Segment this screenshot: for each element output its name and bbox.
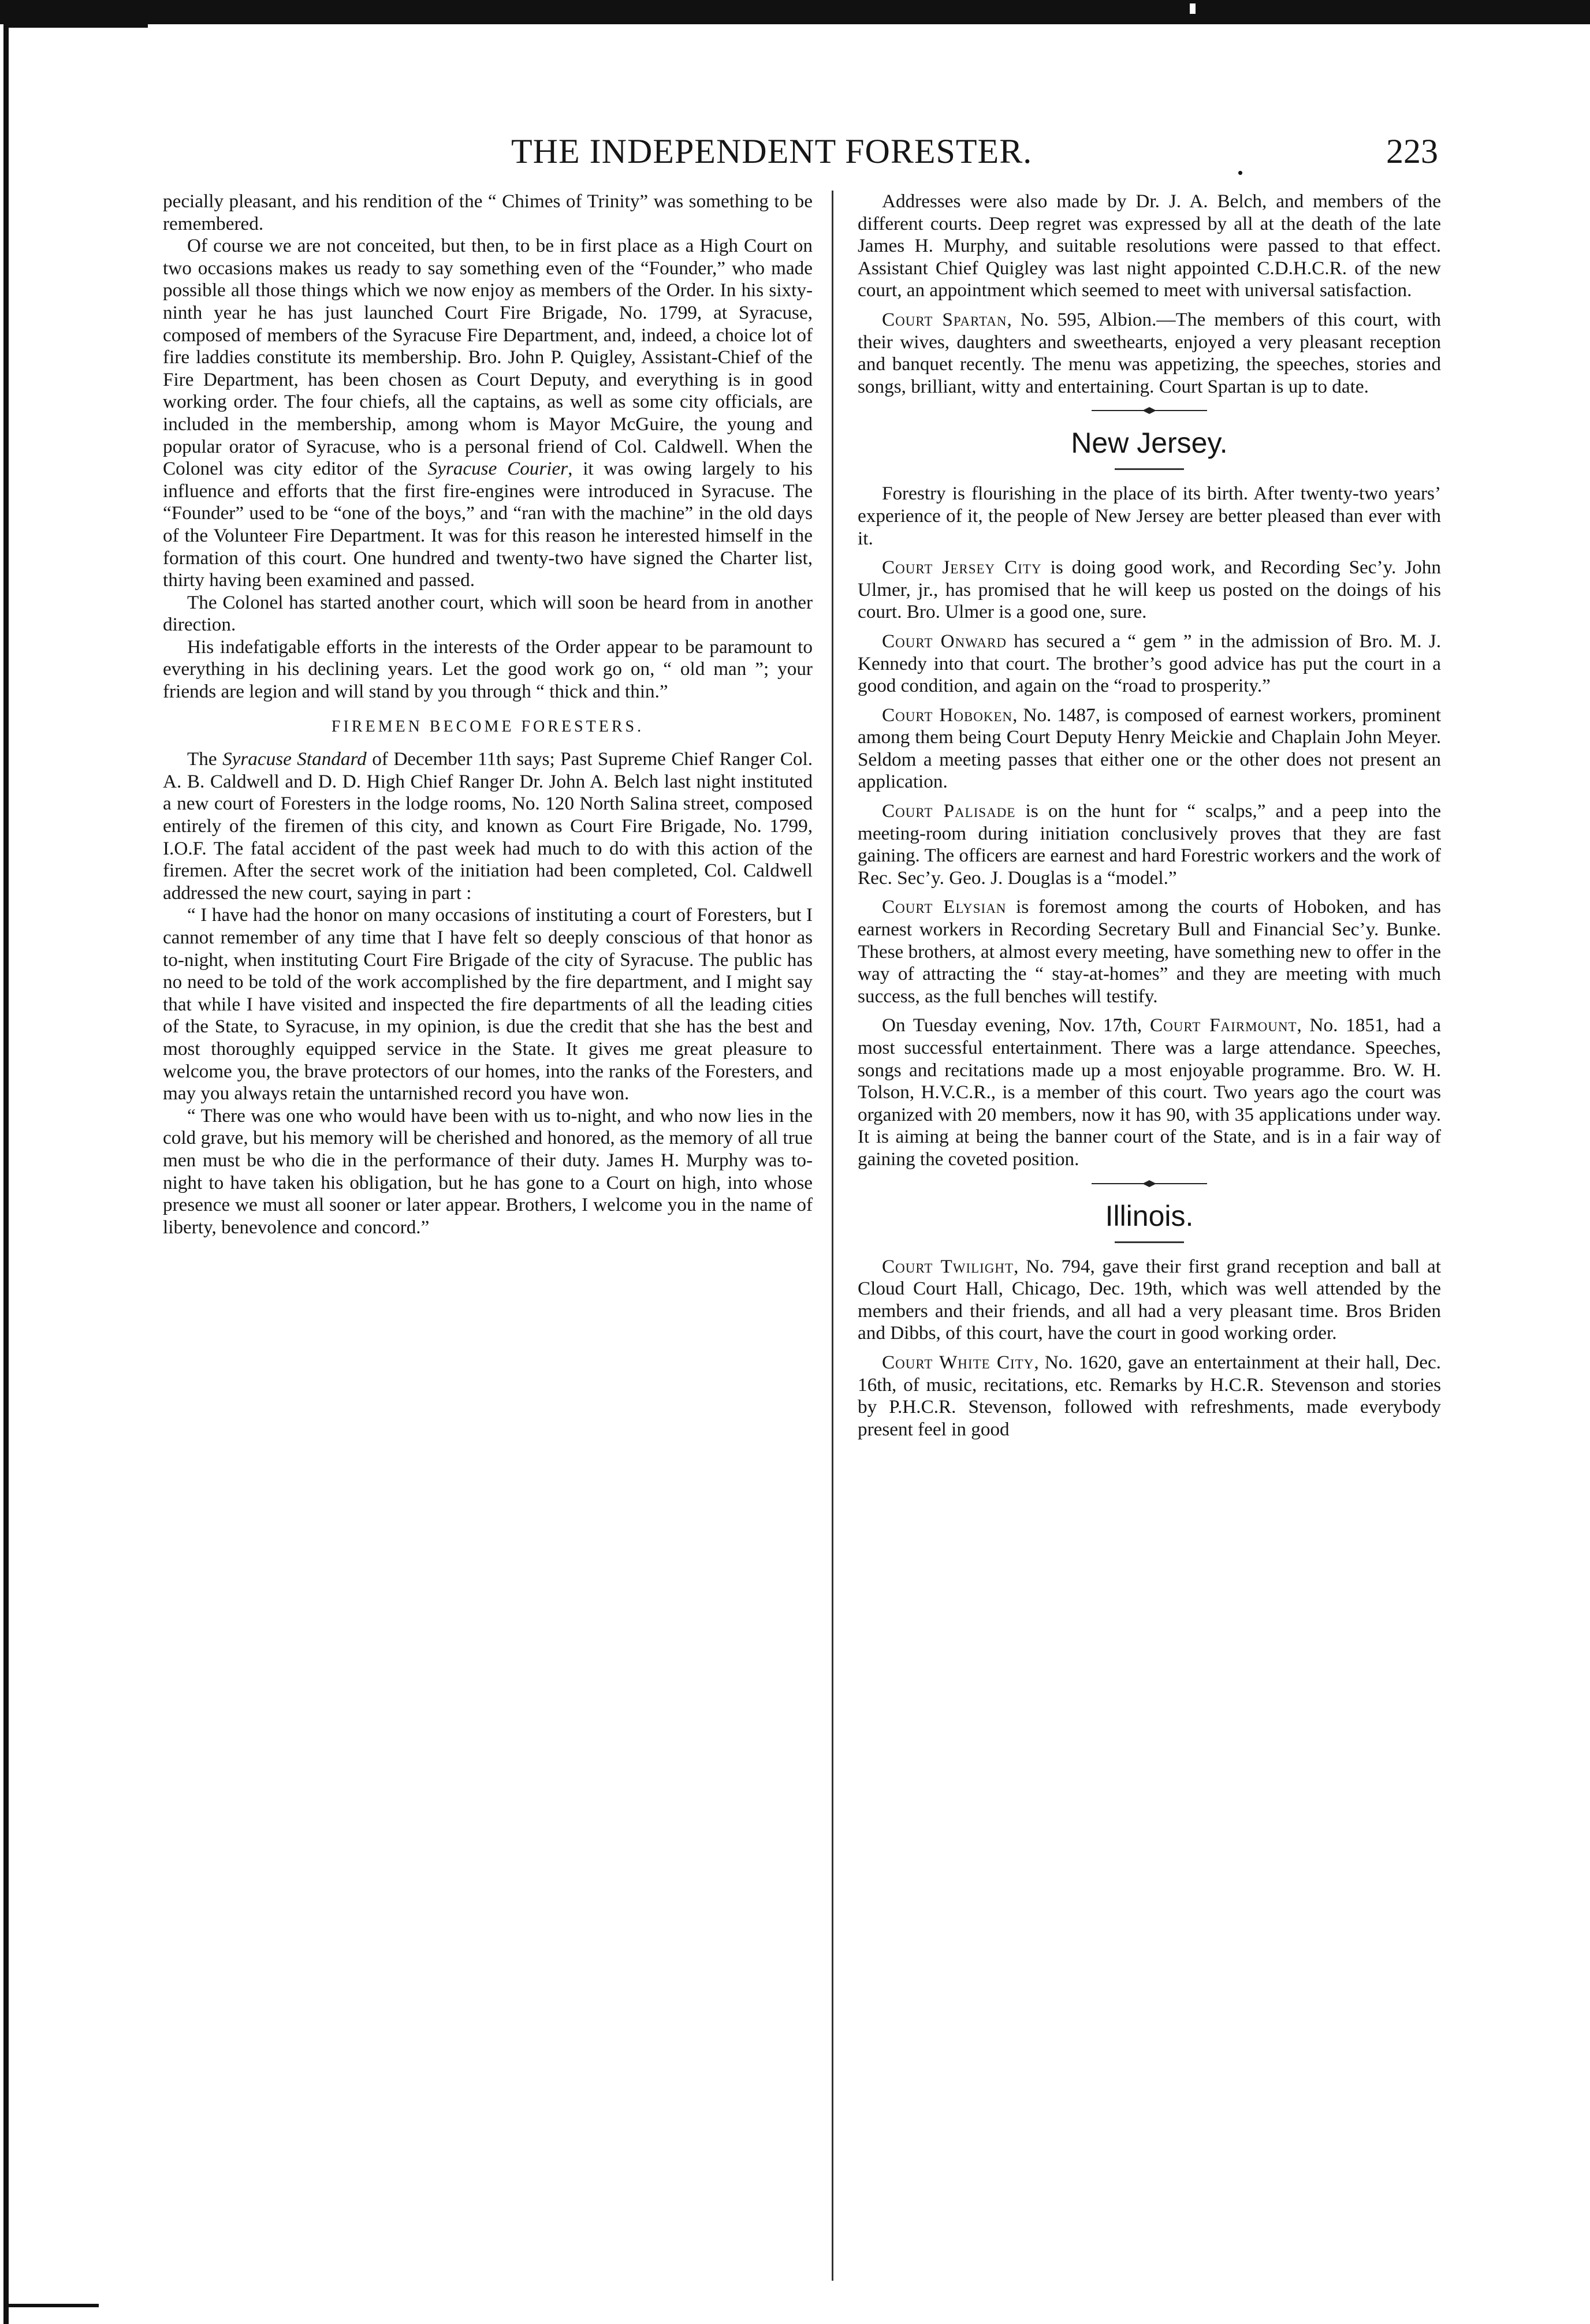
border-notch — [1190, 3, 1196, 14]
court-text: is foremost among the courts of Hoboken, and has earnest workers in Recording Secretary Bull and Financial Sec’y. Bunke. These brothers, at almost every meeting, have something new to offer in the way of attracting the “ stay-at-homes” and they are meeting with much success, as the full benches will testify. — [858, 896, 1441, 1007]
court-entry — [858, 704, 1441, 793]
heading-rule — [1115, 468, 1184, 470]
header-dot: . — [1236, 144, 1245, 182]
paragraph: His indefatigable efforts in the interests of the Order appear to be paramount to everything in his declining years. Let the good work go on, “ old man ”; your friends are legion and will stand by you through “ thick and thin.” — [163, 636, 813, 703]
court-text: , No. 1487, is composed of earnest workers, prominent among them being Court Deputy Henry Meickie and Chaplain John Meyer. Seldom a meeting passes that either one or the other does not present an application. — [858, 704, 1441, 793]
paragraph: pecially pleasant, and his rendition of the “ Chimes of Trinity” was something to be remembered. — [163, 191, 813, 234]
court-name: Court Jersey City — [882, 557, 1042, 579]
court-text: is on the hunt for “ scalps,” and a peep into the meeting-room during initiation conclusively proves that they are fast gaining. The officers are earnest and hard Forestric workers and the work of Rec. Sec’y. Geo. J. Douglas is a “model.” — [858, 800, 1442, 889]
court-name: Court Twilight — [882, 1255, 1014, 1277]
left-border-rule — [3, 24, 9, 2324]
left-column — [163, 191, 813, 1239]
paragraph-text: Of course we are not conceited, but then, to be in first place as a High Court on two occasions makes us ready to say something even of the “Founder,” who made possible all those things which we now enjoy as members of the Order. In his sixty-ninth year he has just launched Court Fire Brigade, No. 1799, at Syracuse, composed of members of the Syracuse Fire Department, and, indeed, a choice lot of fire laddies constitute its membership. Bro. John P. Quigley, Assistant-Chief of the Fire Department, has been chosen as Court Deputy, and everything is in good working order. The four chiefs, all the captains, as well as some city officials, are included in the membership, among whom is Mayor McGuire, the young and popular orator of Syracuse, who is a personal friend of Col. Caldwell. When the Colonel was city editor of the — [163, 235, 813, 480]
court-entry — [858, 631, 1441, 697]
section-ornament — [1092, 406, 1207, 415]
right-column — [858, 191, 1441, 1441]
page-title: THE INDEPENDENT FORESTER. — [511, 132, 1033, 170]
left-border-top — [3, 24, 148, 28]
court-text: On Tuesday evening, Nov. 17th, — [882, 1014, 1150, 1036]
heading-rule — [1115, 1241, 1184, 1243]
paragraph — [163, 748, 813, 904]
court-name: Court Spartan — [882, 308, 1007, 330]
column-divider — [832, 191, 833, 2281]
court-name: Court White City — [882, 1351, 1034, 1373]
court-entry — [858, 557, 1441, 624]
left-border-bottom — [3, 2304, 99, 2307]
court-name: Court Fairmount — [1149, 1014, 1297, 1036]
paragraph: Addresses were also made by Dr. J. A. Belch, and members of the different courts. Deep regret was expressed by all at the death of the late James H. Murphy, and suitable resolutions were passed to that effect. Assistant Chief Quigley was last night appointed C.D.H.C.R. of the new court, an appointment which seemed to meet with universal satisfaction. — [858, 191, 1441, 301]
newspaper-name: Syracuse Standard — [222, 748, 367, 770]
section-ornament — [1092, 1179, 1207, 1188]
paragraph-text: , it was owing largely to his influence and efforts that the first fire-engines were introduced in Syracuse. The “Founder” used to be “one of the boys,” and “ran with the machine” in the old days of the Volunteer Fire Department. It was for this reason he interested himself in the formation of this court. One hundred and twenty-two have signed the Charter list, thirty having been examined and passed. — [163, 458, 813, 591]
court-name: Court Elysian — [882, 896, 1007, 918]
court-entry — [858, 1352, 1441, 1441]
court-entry — [858, 896, 1441, 1008]
court-entry — [858, 1256, 1441, 1345]
paragraph: “ There was one who would have been with us to-night, and who now lies in the cold grave, but his memory will be cherished and honored, as the memory of all true men must be who die in the performance of their duty. James H. Murphy was to-night to have taken his obligation, but he has gone to a Court on high, into whose presence we must all sooner or later appear. Brothers, I welcome you in the name of liberty, benevolence and concord.” — [163, 1105, 813, 1238]
paragraph — [163, 235, 813, 592]
court-entry — [858, 309, 1441, 398]
page-number: 223 — [1386, 132, 1438, 170]
paragraph-text: The — [187, 748, 217, 770]
section-heading-illinois: Illinois. — [1105, 1199, 1194, 1232]
court-name: Court Hoboken — [882, 704, 1013, 726]
paragraph: The Colonel has started another court, which will soon be heard from in another direction. — [163, 591, 813, 636]
paragraph: “ I have had the honor on many occasions of instituting a court of Foresters, but I cannot remember of any time that I have felt so deeply conscious of that honor as to-night, when instituting Court Fire Brigade of the city of Syracuse. The public has no need to be told of the work accomplished by the fire department, and I might say that while I have visited and inspected the fire departments of all the leading cities of the State, to Syracuse, in my opinion, is due the credit that she has the best and most thoroughly equipped service in the State. It gives me great pleasure to welcome you, the brave protectors of our homes, into the ranks of the Foresters, and may you always retain the untarnished record you have won. — [163, 904, 813, 1105]
court-text: , No. 794, gave their first grand reception and ball at Cloud Court Hall, Chicago, Dec. 19th, which was well attended by the members and their friends, and all had a very pleasant time. Bros Briden and Dibbs, of this court, have the court in good working order. — [858, 1255, 1441, 1344]
court-entry — [858, 800, 1441, 889]
paragraph: Forestry is flourishing in the place of its birth. After twenty-two years’ experience of it, the people of New Jersey are better pleased than ever with it. — [858, 483, 1441, 549]
court-text: is doing good work, and Recording Sec’y. John Ulmer, jr., has promised that he will keep us posted on the doings of his court. Bro. Ulmer is a good one, sure. — [858, 557, 1441, 623]
article-subhead: FIREMEN BECOME FORESTERS. — [331, 717, 645, 736]
newspaper-name: Syracuse Courier — [427, 458, 568, 480]
court-text: has secured a “ gem ” in the admission of Bro. M. J. Kennedy into that court. The brother’s good advice has put the court in a good condition, and again on the “road to prosperity.” — [858, 630, 1441, 697]
page-header — [173, 132, 1438, 182]
court-name: Court Onward — [882, 630, 1007, 652]
court-text: , No. 1620, gave an entertainment at their hall, Dec. 16th, of music, recitations, etc. Remarks by H.C.R. Stevenson and stories by P.H.C.R. Stevenson, followed with refreshments, made everybody present feel in good — [858, 1351, 1441, 1440]
top-border-bar — [0, 0, 1590, 24]
section-heading-new-jersey: New Jersey. — [1071, 427, 1228, 460]
court-text: , No. 595, Albion.—The members of this court, with their wives, daughters and sweethearts, enjoyed a very pleasant reception and banquet recently. The menu was appetizing, the speeches, stories and songs, brilliant, witty and entertaining. Court Spartan is up to date. — [858, 308, 1442, 397]
court-entry — [858, 1014, 1441, 1170]
court-text: , No. 1851, had a most successful entertainment. There was a large attendance. Speeches, songs and recitations made up a most enjoyable programme. Bro. W. H. Tolson, H.V.C.R., is a member of this court. Two years ago the court was organized with 20 members, now it has 90, with 35 applications under way. It is aiming at being the banner court of the State, and is in a fair way of gaining the coveted position. — [858, 1014, 1442, 1170]
court-name: Court Palisade — [882, 800, 1016, 822]
paragraph-text: of December 11th says; Past Supreme Chief Ranger Col. A. B. Caldwell and D. D. High Chief Ranger Dr. John A. Belch last night instituted a new court of Foresters in the lodge rooms, No. 120 North Salina street, composed entirely of the firemen of this city, and known as Court Fire Brigade, No. 1799, I.O.F. The fatal accident of the past week had much to do with this action of the firemen. After the secret work of the initiation had been completed, Col. Caldwell addressed the new court, saying in part : — [163, 748, 813, 904]
